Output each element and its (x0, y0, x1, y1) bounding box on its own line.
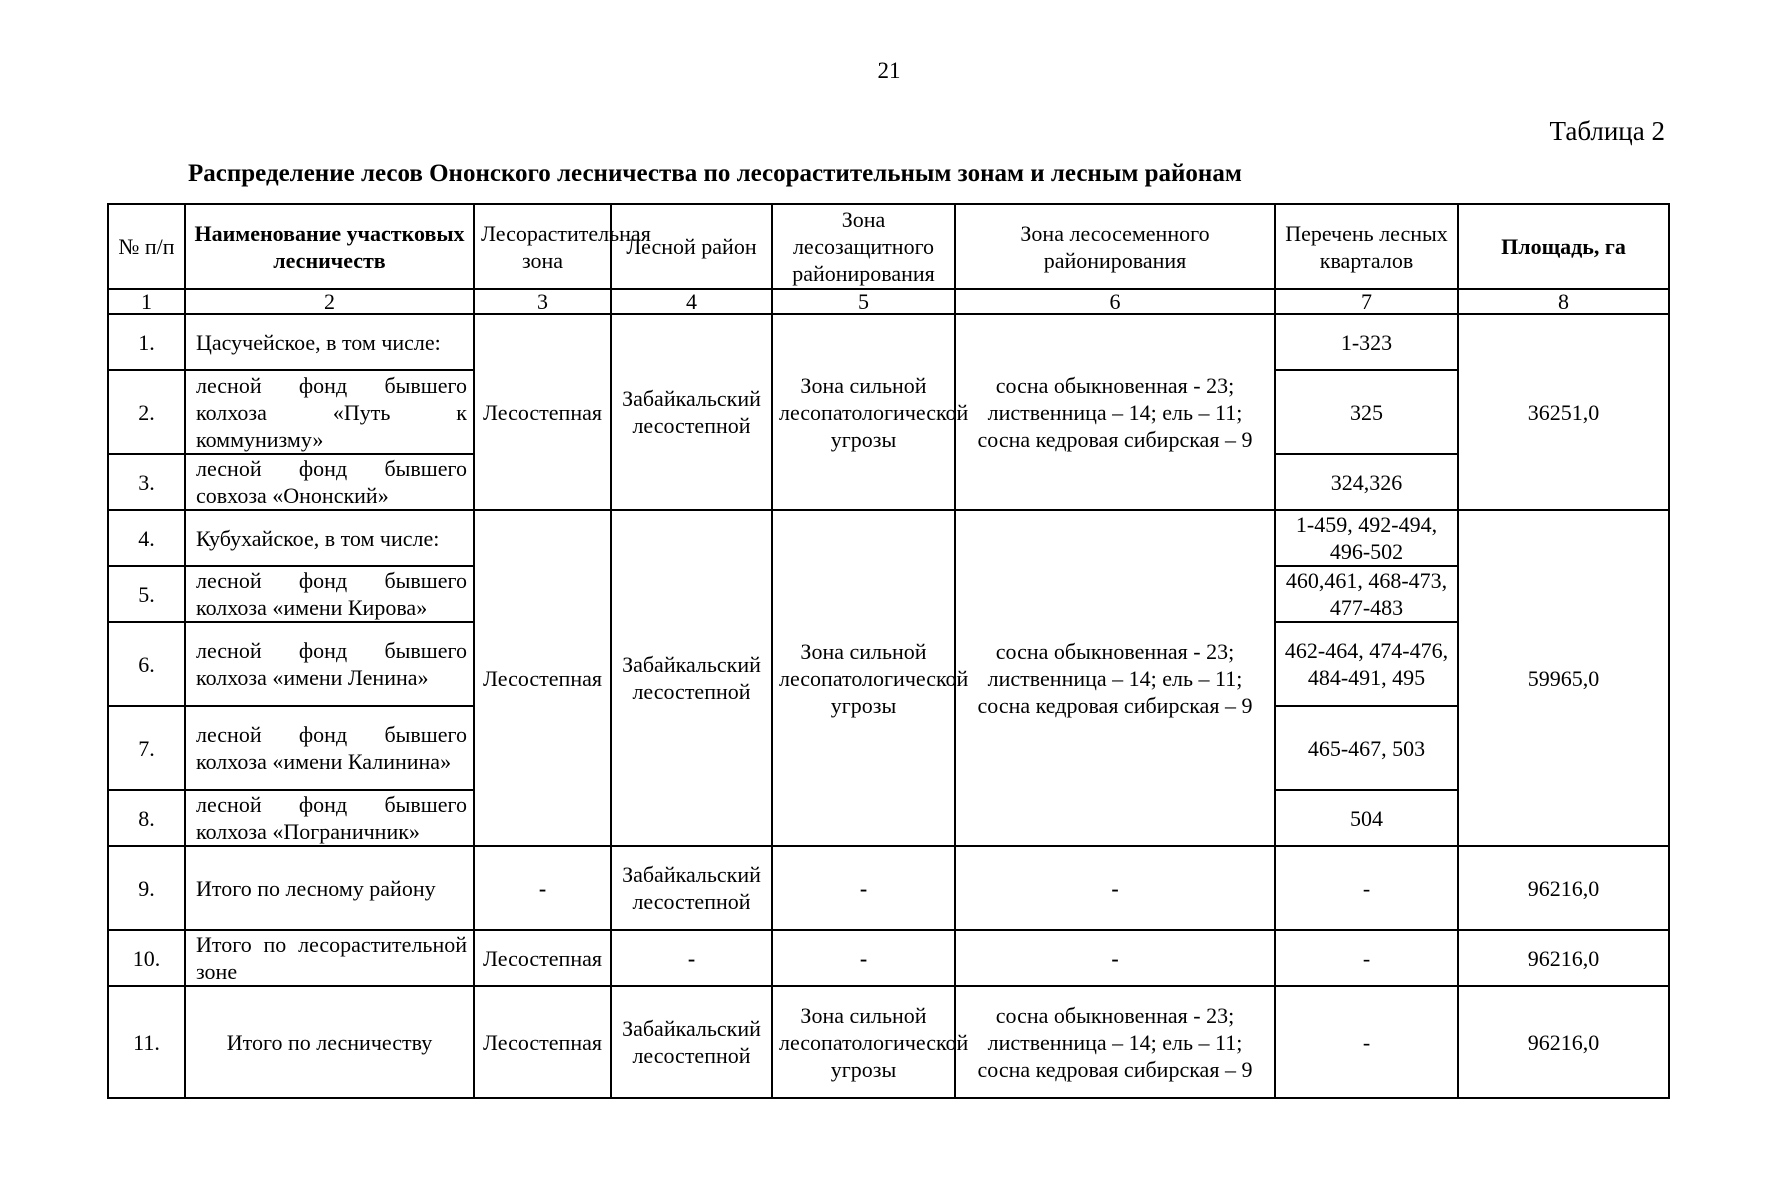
column-number-row (108, 289, 1669, 314)
row-number: 9. (108, 846, 185, 930)
column-number: 2 (185, 289, 474, 314)
table-row (108, 846, 1669, 930)
row-number: 5. (108, 566, 185, 622)
quarters-cell: 462-464, 474-476, 484-491, 495 (1275, 622, 1458, 706)
column-number: 6 (955, 289, 1275, 314)
header-name: Наименование участковых лесничеств (185, 204, 474, 289)
district-cell: - (611, 930, 772, 986)
quarters-cell: 325 (1275, 370, 1458, 454)
row-number: 3. (108, 454, 185, 510)
header-row (108, 204, 1669, 289)
district-cell: Забайкальский лесостепной (611, 314, 772, 510)
area-cell: 96216,0 (1458, 986, 1669, 1098)
zone-cell: - (474, 846, 611, 930)
header-seed-zone: Зона лесосеменного районирования (955, 204, 1275, 289)
table-label: Таблица 2 (1549, 116, 1665, 146)
zone-cell: Лесостепная (474, 986, 611, 1098)
column-number: 8 (1458, 289, 1669, 314)
quarters-cell: 324,326 (1275, 454, 1458, 510)
area-cell: 96216,0 (1458, 930, 1669, 986)
forestry-name: лесной фонд бывшего колхоза «имени Кирова» (185, 566, 474, 622)
row-number: 11. (108, 986, 185, 1098)
forestry-name: лесной фонд бывшего совхоза «Ононский» (185, 454, 474, 510)
table-title: Распределение лесов Ононского лесничества по лесорастительным зонам и лесным районам (188, 160, 1242, 187)
quarters-cell: 504 (1275, 790, 1458, 846)
quarters-cell: - (1275, 846, 1458, 930)
zone-cell: Лесостепная (474, 930, 611, 986)
quarters-cell: 465-467, 503 (1275, 706, 1458, 790)
area-cell: 96216,0 (1458, 846, 1669, 930)
quarters-cell: - (1275, 930, 1458, 986)
zone-cell: Лесостепная (474, 510, 611, 846)
seed-zone-cell: - (955, 846, 1275, 930)
header-zone: Лесорастительная зона (474, 204, 611, 289)
column-number: 5 (772, 289, 955, 314)
seed-zone-cell: сосна обыкновенная - 23; лиственница – 14; ель – 11; сосна кедровая сибирская – 9 (955, 510, 1275, 846)
forestry-name: лесной фонд бывшего колхоза «имени Калинина» (185, 706, 474, 790)
page-number: 21 (877, 58, 901, 83)
header-number: № п/п (108, 204, 185, 289)
column-number: 7 (1275, 289, 1458, 314)
header-area: Площадь, га (1458, 204, 1669, 289)
seed-zone-cell: - (955, 930, 1275, 986)
quarters-cell: 1-323 (1275, 314, 1458, 370)
header-protection-zone: Зона лесозащитного районирования (772, 204, 955, 289)
column-number: 3 (474, 289, 611, 314)
row-number: 2. (108, 370, 185, 454)
district-cell: Забайкальский лесостепной (611, 986, 772, 1098)
quarters-cell: 460,461, 468-473, 477-483 (1275, 566, 1458, 622)
quarters-cell: 1-459, 492-494, 496-502 (1275, 510, 1458, 566)
row-number: 4. (108, 510, 185, 566)
zone-cell: Лесостепная (474, 314, 611, 510)
column-number: 4 (611, 289, 772, 314)
row-number: 7. (108, 706, 185, 790)
forestry-name: лесной фонд бывшего колхоза «Пограничник» (185, 790, 474, 846)
protection-zone-cell: Зона сильной лесопатологической угрозы (772, 314, 955, 510)
protection-zone-cell: Зона сильной лесопатологической угрозы (772, 986, 955, 1098)
forestry-name: Итого по лесничеству (185, 986, 474, 1098)
row-number: 10. (108, 930, 185, 986)
protection-zone-cell: Зона сильной лесопатологической угрозы (772, 510, 955, 846)
forestry-name: Итого по лесорастительной зоне (185, 930, 474, 986)
district-cell: Забайкальский лесостепной (611, 846, 772, 930)
header-quarters: Перечень лесных кварталов (1275, 204, 1458, 289)
row-number: 8. (108, 790, 185, 846)
seed-zone-cell: сосна обыкновенная - 23; лиственница – 14; ель – 11; сосна кедровая сибирская – 9 (955, 986, 1275, 1098)
forestry-name: лесной фонд бывшего колхоза «Путь к коммунизму» (185, 370, 474, 454)
seed-zone-cell: сосна обыкновенная - 23; лиственница – 14; ель – 11; сосна кедровая сибирская – 9 (955, 314, 1275, 510)
table-row (108, 510, 1669, 566)
forestry-name: Итого по лесному району (185, 846, 474, 930)
table-row (108, 986, 1669, 1098)
area-cell: 36251,0 (1458, 314, 1669, 510)
protection-zone-cell: - (772, 930, 955, 986)
table-row (108, 930, 1669, 986)
table-row (108, 314, 1669, 370)
district-cell: Забайкальский лесостепной (611, 510, 772, 846)
header-district: Лесной район (611, 204, 772, 289)
forest-distribution-table (107, 203, 1670, 1099)
protection-zone-cell: - (772, 846, 955, 930)
forestry-name: лесной фонд бывшего колхоза «имени Ленина» (185, 622, 474, 706)
forestry-name: Кубухайское, в том числе: (185, 510, 474, 566)
column-number: 1 (108, 289, 185, 314)
row-number: 6. (108, 622, 185, 706)
area-cell: 59965,0 (1458, 510, 1669, 846)
quarters-cell: - (1275, 986, 1458, 1098)
forestry-name: Цасучейское, в том числе: (185, 314, 474, 370)
row-number: 1. (108, 314, 185, 370)
